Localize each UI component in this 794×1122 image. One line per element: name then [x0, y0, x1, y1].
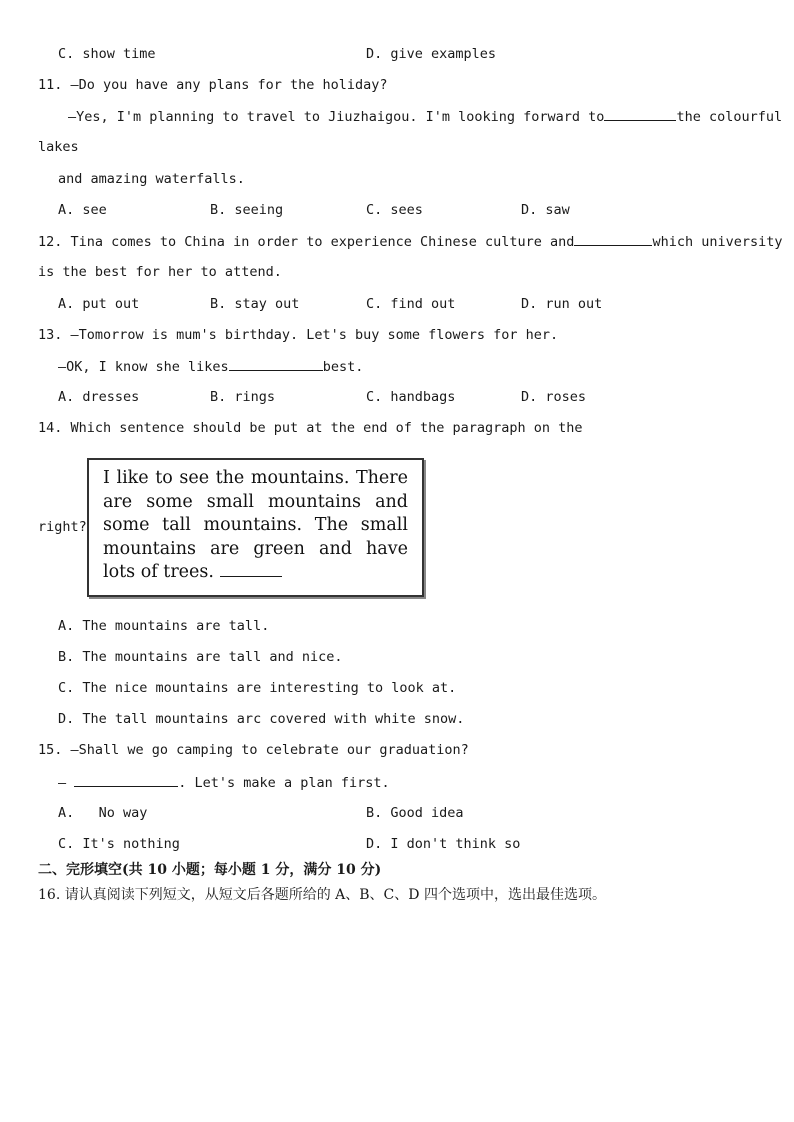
q11-answer-wrap: lakes — [38, 139, 79, 155]
q12-option-a: A. put out — [58, 296, 140, 312]
q14-option-a: A. The mountains are tall. — [58, 618, 270, 634]
q13-stem: 13. —Tomorrow is mum's birthday. Let's buy some flowers for her. — [38, 327, 559, 343]
q11-option-a: A. see — [58, 202, 107, 218]
q11-answer-cont: and amazing waterfalls. — [58, 171, 245, 187]
passage-box — [87, 458, 424, 597]
q15-stem: 15. —Shall we go camping to celebrate our graduation? — [38, 742, 469, 758]
q11-blank — [604, 107, 676, 121]
q13-answer-text-end: best. — [322, 359, 364, 375]
q11-answer-line — [68, 107, 782, 126]
q13-answer-text: —OK, I know she likes — [58, 359, 229, 375]
q12-option-b: B. stay out — [210, 296, 300, 312]
q14-option-b: B. The mountains are tall and nice. — [58, 649, 343, 665]
q14-stem: 14. Which sentence should be put at the end of the paragraph on the — [38, 420, 583, 436]
q15-answer-dash: — — [58, 775, 67, 791]
q13-option-d: D. roses — [521, 389, 587, 405]
section-instruction: 16. 请认真阅读下列短文，从短文后各题所给的 A、B、C、D 四个选项中，选出最佳选项。 — [38, 887, 606, 903]
passage-text — [103, 467, 408, 585]
q15-answer-line — [58, 773, 390, 792]
q11-option-d: D. saw — [521, 202, 570, 218]
q13-blank — [229, 357, 323, 371]
section-heading: 二、完形填空(共 10 小题；每小题 1 分，满分 10 分) — [38, 862, 382, 878]
q13-option-b: B. rings — [210, 389, 276, 405]
q15-blank — [74, 773, 178, 787]
q15-option-b: B. Good idea — [366, 805, 464, 821]
q11-answer-text-end: the colourful — [676, 109, 783, 125]
q11-option-c: C. sees — [366, 202, 423, 218]
q12-stem-text-end: which university — [652, 234, 783, 250]
q12-stem-text: 12. Tina comes to China in order to experience Chinese culture and — [38, 234, 575, 250]
q15-option-c: C. It's nothing — [58, 836, 180, 852]
q15-option-d: D. I don't think so — [366, 836, 521, 852]
q13-answer-line — [58, 357, 363, 376]
q11-stem: 11. —Do you have any plans for the holiday? — [38, 77, 388, 93]
passage-blank — [220, 562, 282, 577]
q12-stem — [38, 232, 782, 251]
q11-option-b: B. seeing — [210, 202, 284, 218]
q10-option-d: D. give examples — [366, 46, 497, 62]
q14-stem-end: right? — [38, 519, 87, 535]
q11-answer-text: —Yes, I'm planning to travel to Jiuzhaigou. I'm looking forward to — [68, 109, 605, 125]
q12-blank — [574, 232, 652, 246]
q13-option-a: A. dresses — [58, 389, 140, 405]
q13-option-c: C. handbags — [366, 389, 456, 405]
q15-answer-text-end: . Let's make a plan first. — [178, 775, 390, 791]
q12-stem-cont: is the best for her to attend. — [38, 264, 282, 280]
passage-body: I like to see the mountains. There are some small mountains and some tall mountains. The small mountains are green and have lots of trees. — [103, 468, 408, 582]
q10-option-c: C. show time — [58, 46, 156, 62]
q12-option-d: D. run out — [521, 296, 603, 312]
q15-option-a: A. No way — [58, 805, 148, 821]
q14-option-c: C. The nice mountains are interesting to look at. — [58, 680, 457, 696]
q12-option-c: C. find out — [366, 296, 456, 312]
q14-option-d: D. The tall mountains arc covered with white snow. — [58, 711, 465, 727]
